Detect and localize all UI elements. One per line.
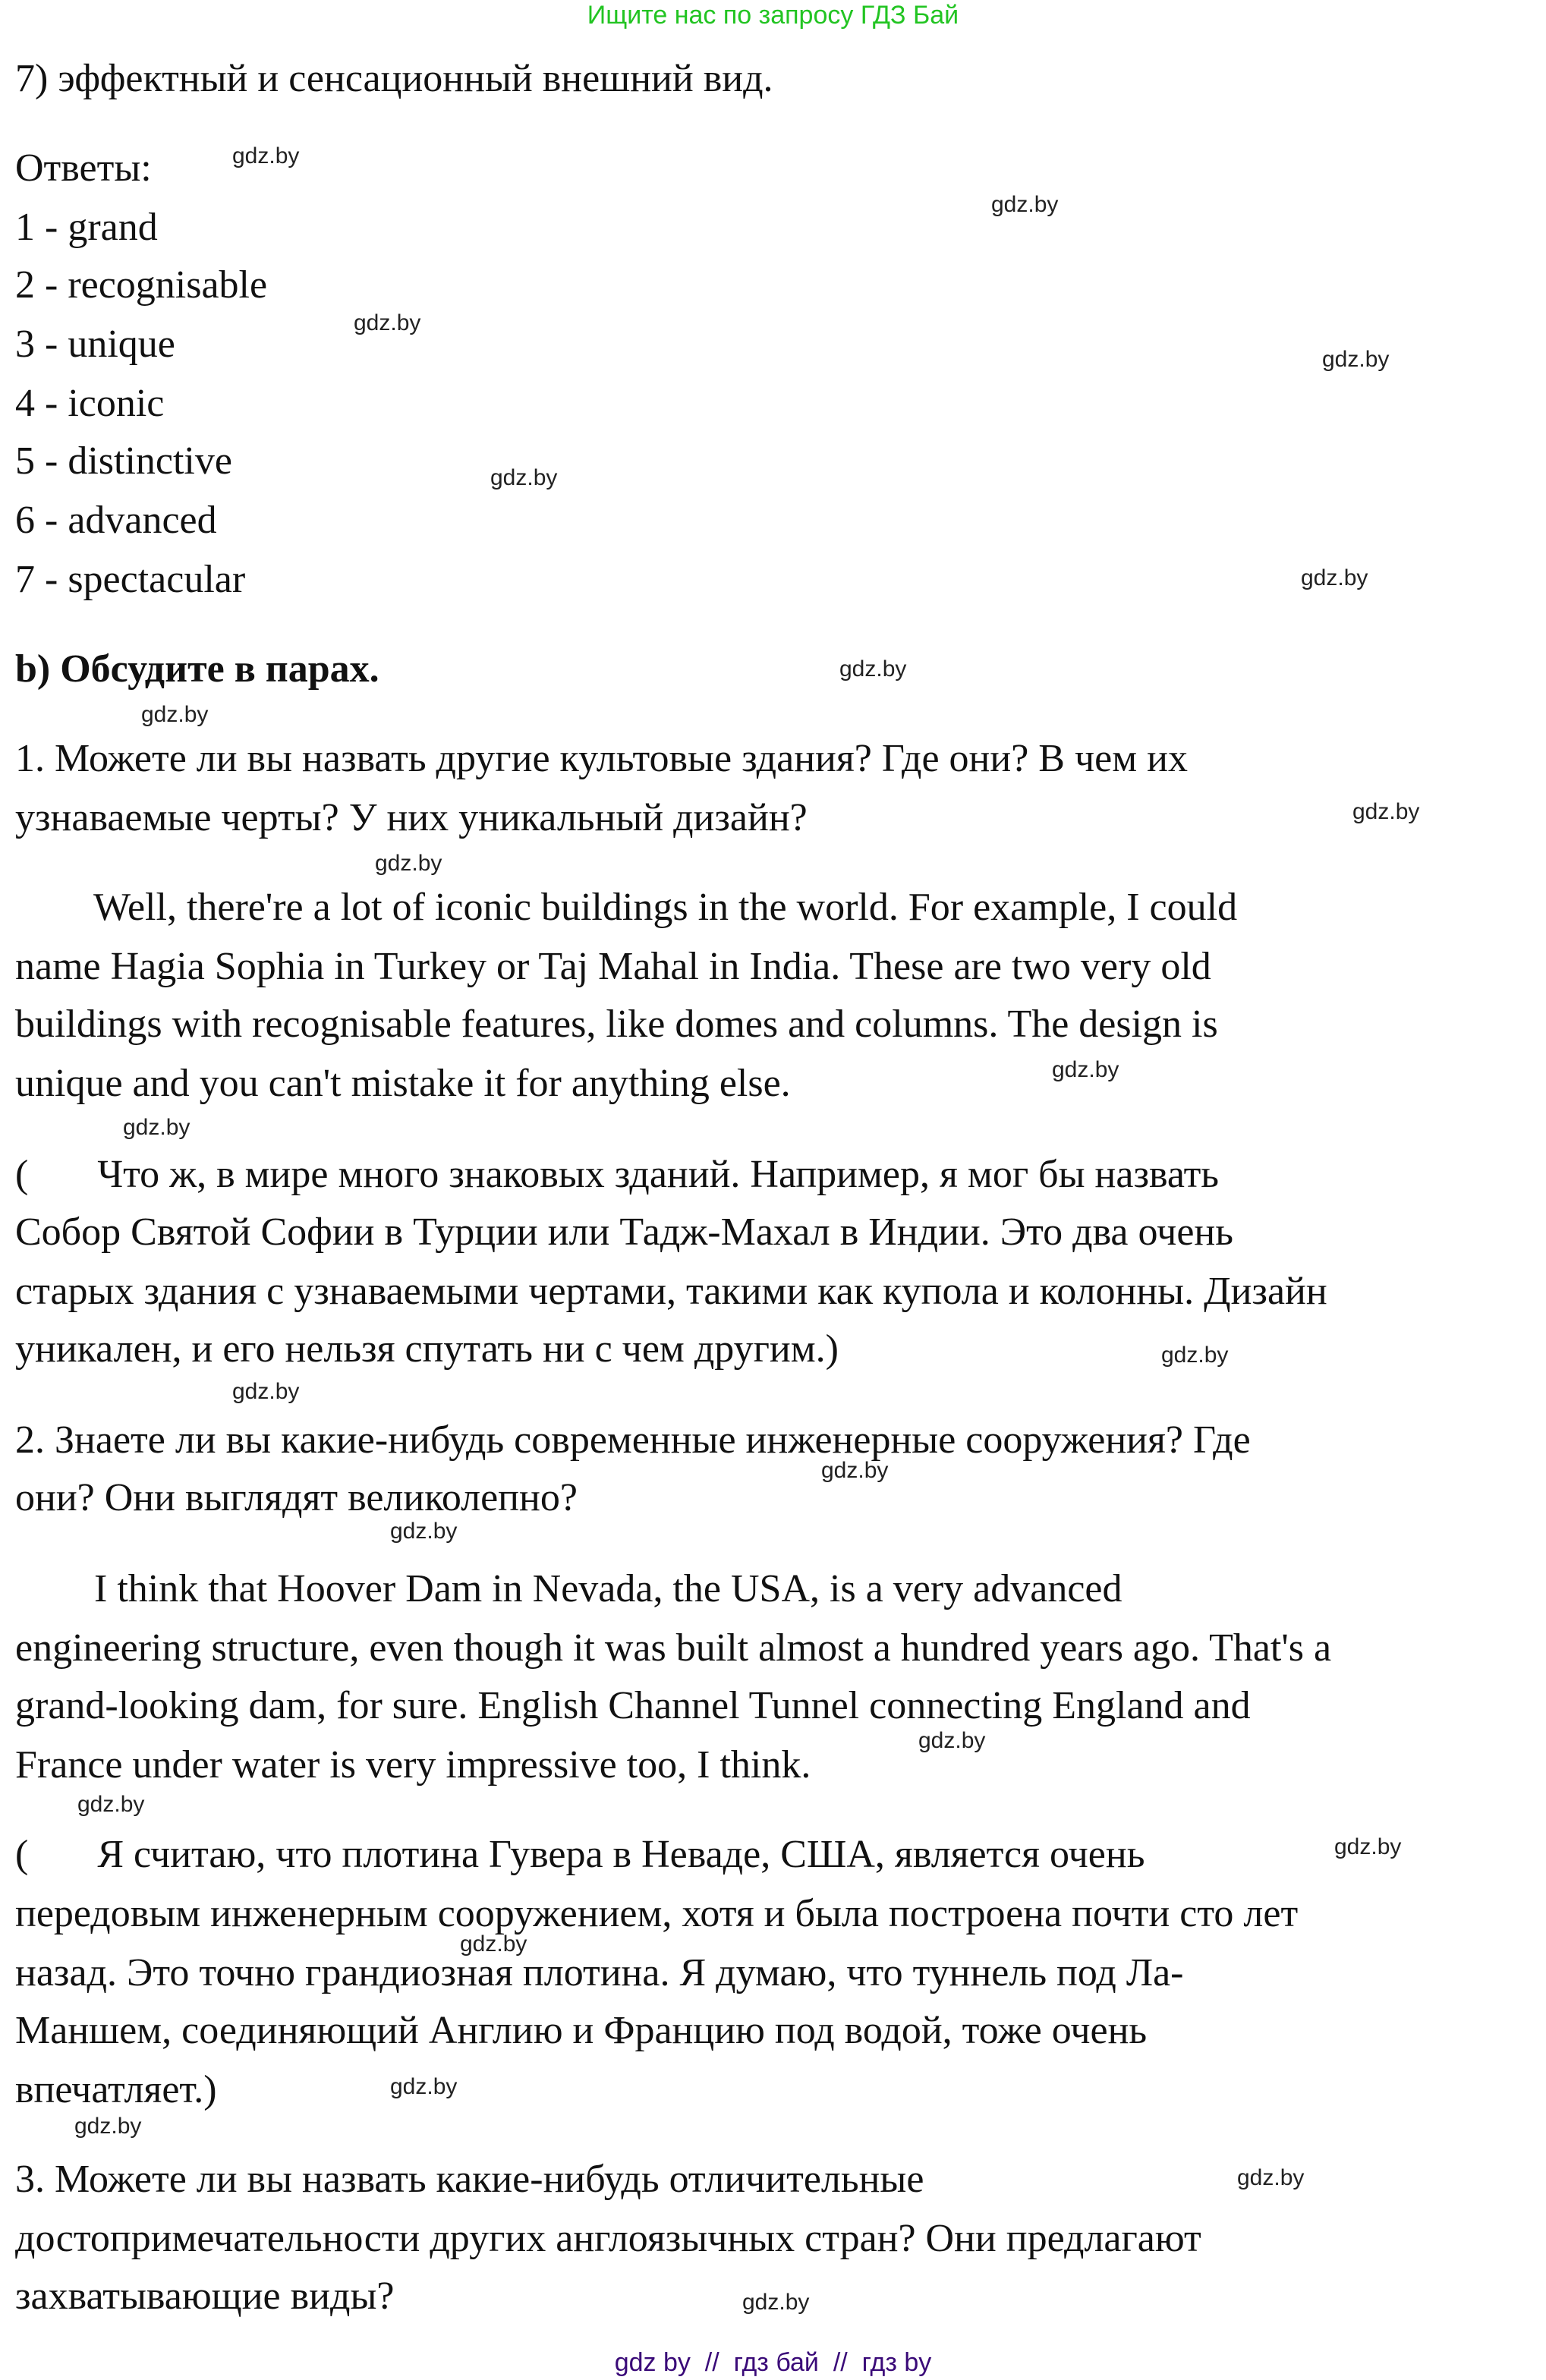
text-line: engineering structure, even though it was built almost a hundred years ago. That's a	[15, 1626, 1332, 1670]
watermark: gdz.by	[123, 1115, 190, 1140]
text-line: unique and you can't mistake it for anything else.	[15, 1062, 791, 1105]
watermark: gdz.by	[991, 192, 1059, 217]
watermark: gdz.by	[232, 143, 300, 168]
text-line: узнаваемые черты? У них уникальный дизайн?	[15, 796, 808, 839]
text-line: достопримечательности других англоязычных стран? Они предлагают	[15, 2217, 1201, 2260]
watermark: gdz.by	[1352, 799, 1420, 824]
text-line: 2 - recognisable	[15, 263, 268, 307]
text-line: 5 - distinctive	[15, 439, 232, 483]
text-line: 1. Можете ли вы назвать другие культовые здания? Где они? В чем их	[15, 737, 1188, 780]
watermark: gdz.by	[77, 1792, 145, 1817]
watermark: gdz.by	[490, 465, 558, 490]
text-line: name Hagia Sophia in Turkey or Taj Mahal in India. These are two very old	[15, 945, 1211, 988]
text-line: 6 - advanced	[15, 499, 217, 542]
watermark: gdz.by	[1301, 565, 1368, 590]
text-line: Маншем, соединяющий Англию и Францию под водой, тоже очень	[15, 2009, 1148, 2052]
watermark: gdz.by	[390, 1519, 458, 1544]
footer-links[interactable]: gdz by // гдз бай // гдз by	[614, 2348, 932, 2377]
text-line: I think that Hoover Dam in Nevada, the USA, is a very advanced	[15, 1567, 1123, 1610]
watermark: gdz.by	[1237, 2165, 1305, 2190]
text-line: Well, there're a lot of iconic buildings in the world. For example, I could	[15, 886, 1238, 929]
text-line: buildings with recognisable features, like domes and columns. The design is	[15, 1003, 1218, 1046]
watermark: gdz.by	[821, 1458, 889, 1483]
text-line: 3 - unique	[15, 323, 175, 366]
watermark: gdz.by	[839, 656, 907, 682]
watermark: gdz.by	[918, 1728, 986, 1753]
text-line: передовым инженерным сооружением, хотя и была построена почти сто лет	[15, 1892, 1299, 1935]
text-line: уникален, и его нельзя спутать ни с чем другим.)	[15, 1327, 839, 1371]
watermark: gdz.by	[232, 1379, 300, 1404]
search-hint-header: Ищите нас по запросу ГДЗ Бай	[587, 1, 959, 30]
text-line: ( Я считаю, что плотина Гувера в Неваде, США, является очень	[15, 1833, 1145, 1876]
watermark: gdz.by	[742, 2290, 810, 2315]
watermark: gdz.by	[1161, 1343, 1229, 1368]
watermark: gdz.by	[1322, 347, 1390, 372]
text-line: назад. Это точно грандиозная плотина. Я думаю, что туннель под Ла-	[15, 1951, 1184, 1994]
watermark: gdz.by	[354, 310, 421, 335]
text-line: 4 - iconic	[15, 382, 165, 425]
text-line: захватывающие виды?	[15, 2275, 395, 2318]
watermark: gdz.by	[375, 851, 442, 876]
text-line: 2. Знаете ли вы какие-нибудь современные инженерные сооружения? Где	[15, 1418, 1251, 1462]
watermark: gdz.by	[1052, 1057, 1119, 1082]
text-line: 1 - grand	[15, 206, 158, 249]
watermark: gdz.by	[390, 2074, 458, 2099]
text-line: старых здания с узнаваемыми чертами, такими как купола и колонны. Дизайн	[15, 1270, 1327, 1313]
text-line: они? Они выглядят великолепно?	[15, 1476, 578, 1519]
text-line: 7 - spectacular	[15, 558, 246, 601]
text-line: 7) эффектный и сенсационный внешний вид.	[15, 57, 773, 100]
text-line: ( Что ж, в мире много знаковых зданий. Например, я мог бы назвать	[15, 1153, 1220, 1196]
text-line: grand-looking dam, for sure. English Channel Tunnel connecting England and	[15, 1684, 1251, 1727]
watermark: gdz.by	[460, 1931, 527, 1957]
text-line: Собор Святой Софии в Турции или Тадж-Махал в Индии. Это два очень	[15, 1210, 1233, 1254]
text-line: впечатляет.)	[15, 2068, 217, 2111]
text-line: France under water is very impressive too, I think.	[15, 1743, 811, 1787]
text-line: Ответы:	[15, 146, 152, 190]
text-line: 3. Можете ли вы назвать какие-нибудь отличительные	[15, 2158, 924, 2201]
watermark: gdz.by	[74, 2114, 142, 2139]
watermark: gdz.by	[141, 702, 209, 727]
watermark: gdz.by	[1334, 1834, 1402, 1859]
section-heading: b) Обсудите в парах.	[15, 647, 379, 691]
